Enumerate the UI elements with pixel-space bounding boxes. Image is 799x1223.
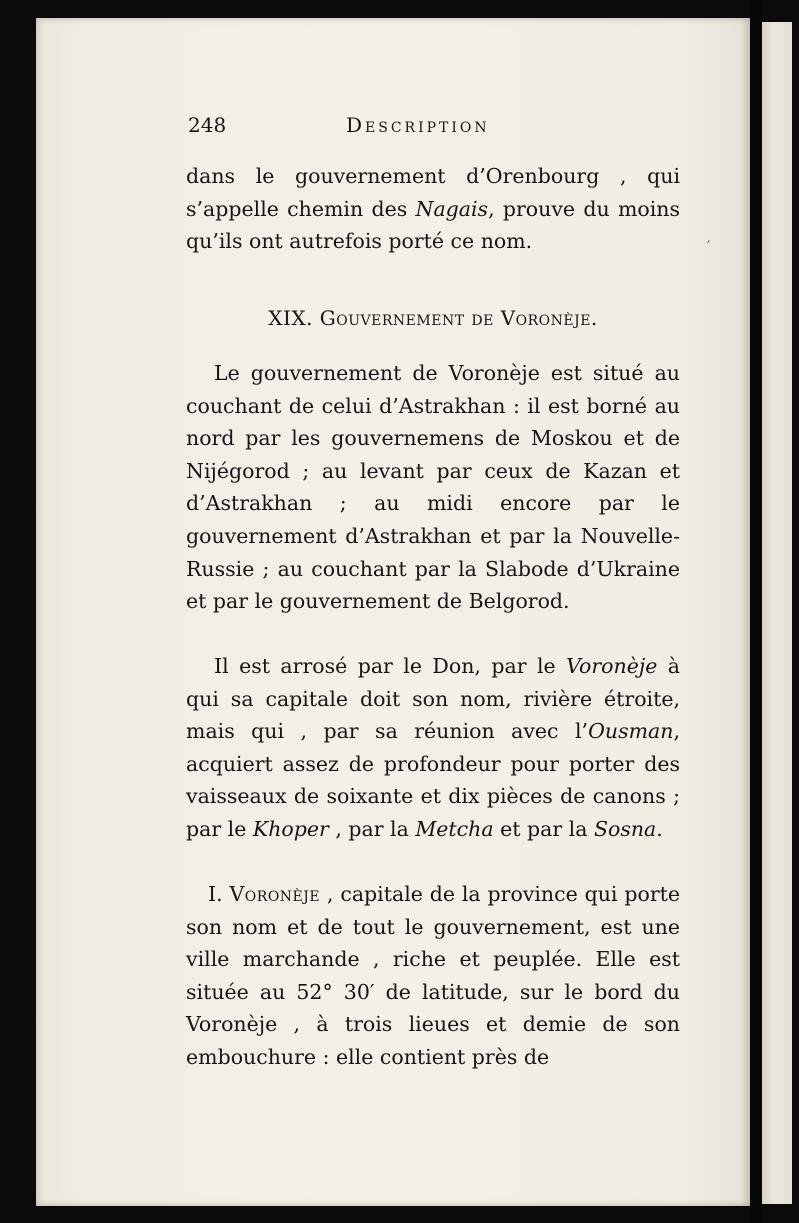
section-title: XIX. Gouvernement de Voronèje. <box>268 306 598 330</box>
paragraph-3-italic-voroneje: Voronèje <box>566 654 658 678</box>
book-gutter <box>750 0 762 1223</box>
paragraph-3-text-i: et par la <box>493 816 594 841</box>
paragraph-4-number: I. <box>208 882 223 906</box>
page-number: 248 <box>188 113 227 137</box>
paragraph-4-city: Voronèje <box>229 882 321 906</box>
paragraph-3-text-g: , par la <box>328 816 416 841</box>
paragraph-3-italic-metcha: Metcha <box>415 816 494 841</box>
paragraph-4 <box>186 878 680 1074</box>
paragraph-2: Le gouvernement de Voronèje est situé au couchant de celui d’Astrakhan : il est borné au nord par les gouvernemens de Moskou et de Nijégorod ; au levant par ceux de Kazan et d’Astrakhan ; au midi encore par le gouvernement d’Astrakhan et par la Nouvelle-Russie ; au couchant par la Slabode d’Ukraine et par le gouvernement de Belgorod. <box>186 361 680 614</box>
facing-page-edge <box>762 22 792 1204</box>
paragraph-1-text-a: dans le gouvernement d’Orenbourg , qui s’appelle chemin des <box>186 164 680 221</box>
paragraph-3-italic-sosna: Sosna <box>593 816 657 841</box>
paragraph-3-text-e: , acquiert assez de profondeur pour porter des vaisseaux de soixante et dix pièces de canons ; par le <box>186 719 680 841</box>
paragraph-3-text-k: . <box>656 816 663 841</box>
paragraph-3-italic-ousman: Ousman <box>588 719 674 744</box>
margin-mark: ′ <box>707 239 711 255</box>
paragraph-1 <box>186 160 680 258</box>
paragraph-4-text: , capitale de la province qui porte son nom et de tout le gouvernement, est une ville marchande , riche et peuplée. Elle est située au 52° 30′ de latitude, sur le bord du Voronèje , à trois lieues et demie de son embouchure : elle contient près de <box>186 882 680 1069</box>
page-header <box>186 113 680 143</box>
paragraph-3 <box>186 650 680 846</box>
running-head: Description <box>346 113 490 137</box>
paragraph-1-italic-nagais: Nagais <box>415 196 489 221</box>
paragraph-3-text-c: à qui sa capitale doit son nom, rivière étroite, mais qui , par sa réunion avec l’ <box>186 654 680 744</box>
paragraph-1-text-c: , prouve du moins qu’ils ont autrefois porté ce nom. <box>186 196 680 254</box>
paragraph-3-italic-khoper: Khoper <box>252 816 329 841</box>
paragraph-3-text-a: Il est arrosé par le Don, par le <box>214 654 567 678</box>
